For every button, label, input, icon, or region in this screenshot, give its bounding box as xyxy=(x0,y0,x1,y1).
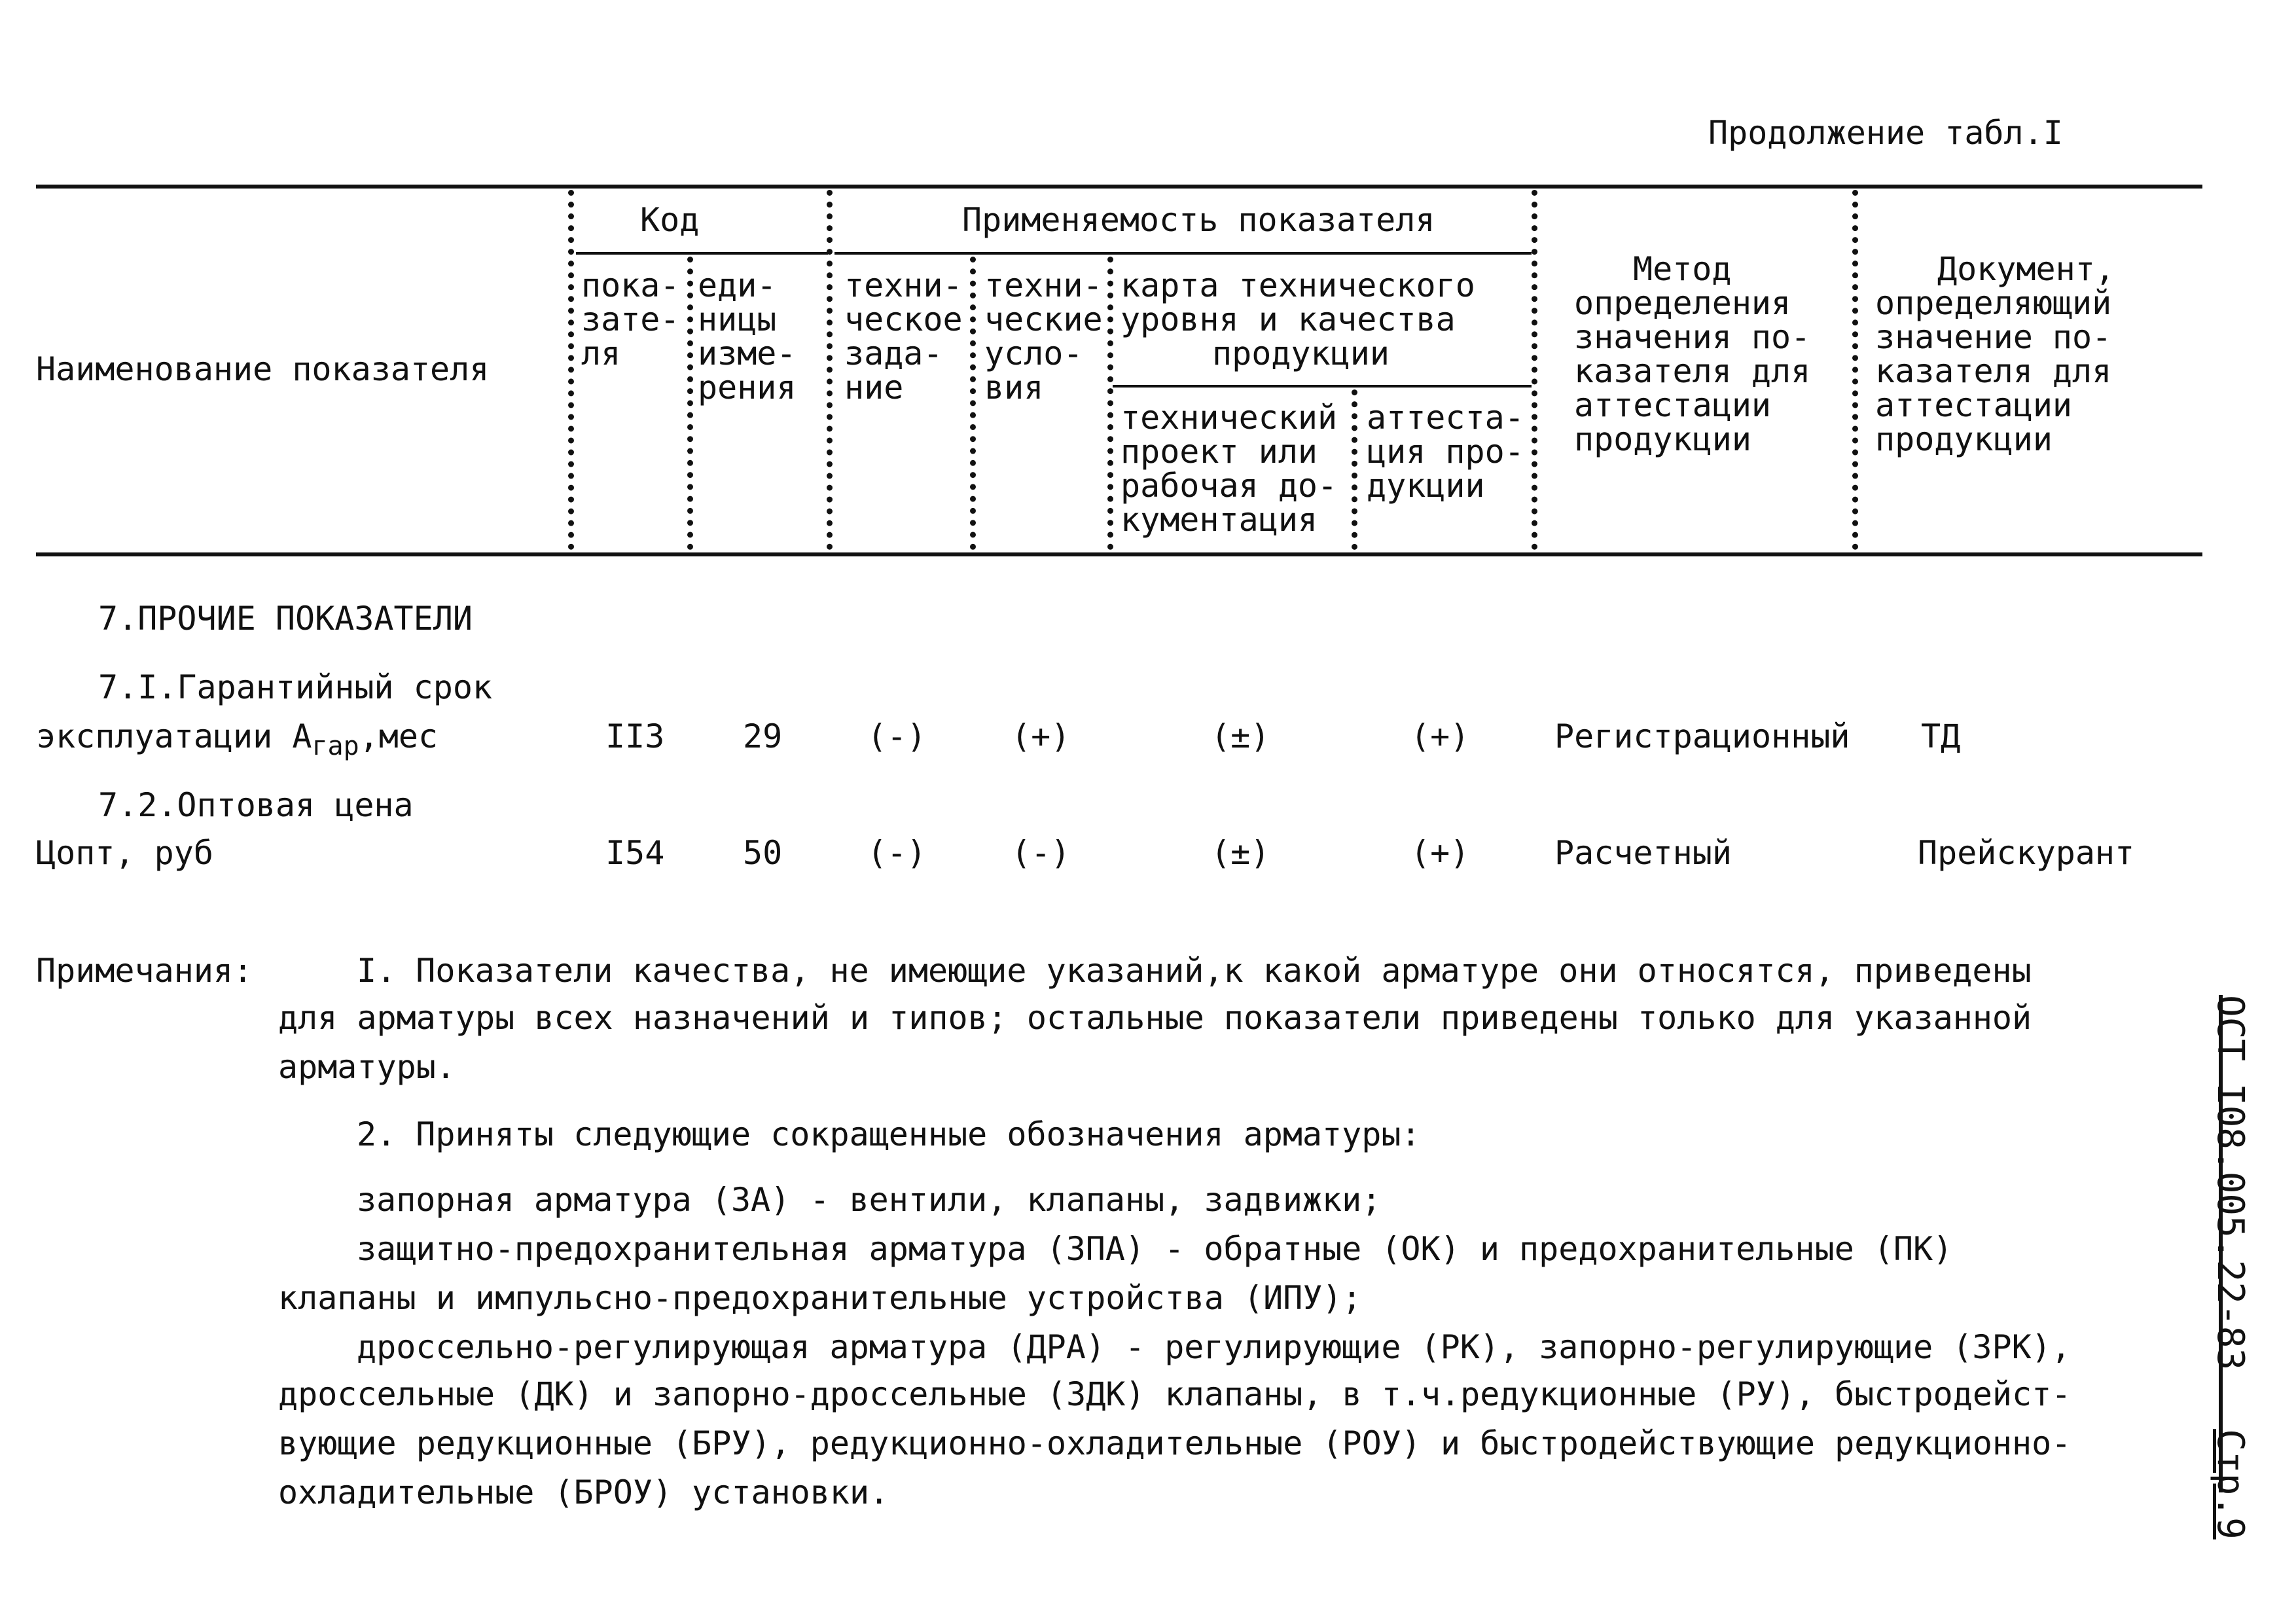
note-line: для арматуры всех назначений и типов; остальные показатели приведены только для указанной xyxy=(278,999,2032,1037)
column-divider xyxy=(1352,389,1357,550)
notes-label: Примечания: xyxy=(36,952,253,990)
note-line: запорная арматура (ЗА) - вентили, клапаны, задвижки; xyxy=(357,1181,1382,1219)
note-line: клапаны и импульсно-предохранительные устройства (ИПУ); xyxy=(278,1279,1362,1317)
row-attestation: (+) xyxy=(1410,717,1470,755)
page-number: Стр.9 xyxy=(2209,1429,2251,1540)
row-unit: 29 xyxy=(743,717,783,755)
standard-stamp xyxy=(2209,995,2284,1540)
header-tech-task: техни- ческое зада- ние xyxy=(844,266,963,406)
note-line: арматуры. xyxy=(278,1048,456,1086)
column-divider xyxy=(1107,257,1113,550)
column-divider xyxy=(827,190,833,550)
row-attestation: (+) xyxy=(1410,834,1470,872)
stamp-text xyxy=(2209,995,2251,1540)
header-code: Код xyxy=(640,201,700,239)
note-line: дроссельно-регулирующая арматура (ДРА) - регулирующие (РК), запорно-регулирующие (ЗРК), xyxy=(357,1328,2071,1366)
row-document: Прейскурант xyxy=(1918,834,2135,872)
column-divider xyxy=(568,190,574,550)
section-title: 7.ПРОЧИЕ ПОКАЗАТЕЛИ xyxy=(98,600,473,638)
header-code-indicator: пока- зате- ля xyxy=(581,266,680,372)
column-divider xyxy=(1532,190,1537,550)
note-line: охладительные (БРОУ) установки. xyxy=(278,1473,889,1511)
row-method: Регистрационный xyxy=(1554,717,1850,755)
column-divider xyxy=(687,257,693,550)
applicability-group-rule xyxy=(834,252,1532,255)
note-line: защитно-предохранительная арматура (ЗПА) - обратные (ОК) и предохранительные (ПК) xyxy=(357,1230,1953,1268)
note-line: вующие редукционные (БРУ), редукционно-охладительные (РОУ) и быстродействующие редукционно- xyxy=(278,1424,2072,1462)
row-tech-project: (±) xyxy=(1211,834,1270,872)
header-attestation: аттеста- ция про- дукции xyxy=(1367,399,1524,505)
column-divider xyxy=(1852,190,1858,550)
header-applicability: Применяемость показателя xyxy=(962,201,1435,239)
column-divider xyxy=(970,257,976,550)
header-method: Метод определения значения по- казателя для аттестации продукции xyxy=(1574,250,1811,458)
note-line: дроссельные (ДК) и запорно-дроссельные (ЗДК) клапаны, в т.ч.редукционные (РУ), быстродейст- xyxy=(278,1375,2072,1413)
row-name-line2: Цопт, руб xyxy=(36,834,213,872)
row-name-line2: эксплуатации $А_{гар},мес$ xyxy=(36,717,439,761)
header-quality-map: карта технического уровня и качества продукции xyxy=(1121,266,1475,372)
row-tech-task: (-) xyxy=(867,834,927,872)
table-top-rule xyxy=(36,185,2202,189)
row-tech-project: (±) xyxy=(1211,717,1270,755)
row-tech-conditions: (-) xyxy=(1011,834,1071,872)
row-unit: 50 xyxy=(743,834,783,872)
row-method: Расчетный xyxy=(1554,834,1732,872)
note-line: I. Показатели качества, не имеющие указаний,к какой арматуре они относятся, приведены xyxy=(357,952,2032,990)
row-tech-conditions: (+) xyxy=(1011,717,1071,755)
header-document: Документ, определяющий значение по- казателя для аттестации продукции xyxy=(1875,250,2115,458)
table-continuation-caption: Продолжение табл.I xyxy=(1708,114,2063,152)
header-code-unit: еди- ницы изме- рения xyxy=(698,266,797,406)
row-tech-task: (-) xyxy=(867,717,927,755)
row-name-line1: 7.2.Оптовая цена xyxy=(98,786,414,824)
table-header-bottom-rule xyxy=(36,552,2202,556)
code-group-rule xyxy=(576,252,828,255)
row-code: I54 xyxy=(605,834,665,872)
header-tech-project: технический проект или рабочая до- кументация xyxy=(1121,399,1338,539)
row-code: II3 xyxy=(605,717,665,755)
row-name-line1: 7.I.Гарантийный срок xyxy=(98,668,493,706)
header-tech-conditions: техни- ческие усло- вия xyxy=(984,266,1103,406)
header-indicator-name: Наименование показателя xyxy=(36,350,490,388)
note-line: 2. Приняты следующие сокращенные обозначения арматуры: xyxy=(357,1115,1421,1153)
row-document: ТД xyxy=(1921,717,1961,755)
standard-code: ОСТ I08.005.22-83 xyxy=(2209,995,2251,1371)
quality-map-rule xyxy=(1113,385,1532,388)
